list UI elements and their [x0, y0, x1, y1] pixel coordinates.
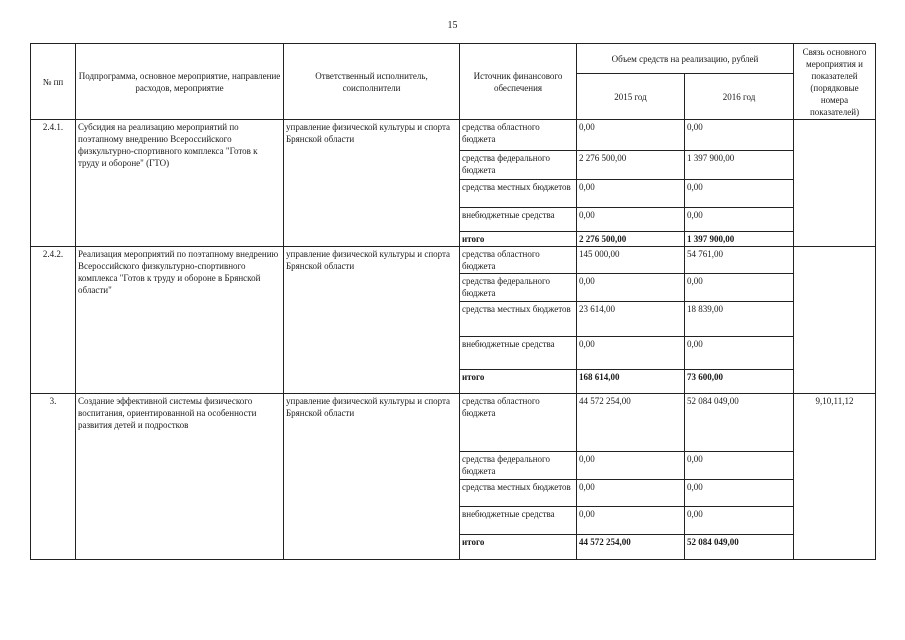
amount-2015: 23 614,00 — [577, 302, 685, 337]
program-name: Создание эффективной системы физического воспитания, ориентированной на особенности развития детей и подростков — [76, 394, 284, 560]
funding-source: средства местных бюджетов — [460, 480, 577, 507]
budget-table — [30, 43, 876, 560]
row-number: 2.4.2. — [31, 247, 76, 394]
amount-2015: 0,00 — [577, 120, 685, 151]
amount-2015: 0,00 — [577, 208, 685, 232]
indicator-link — [794, 120, 876, 247]
funding-source: средства федерального бюджета — [460, 274, 577, 302]
table-row — [31, 394, 876, 452]
funding-source: средства федерального бюджета — [460, 151, 577, 180]
amount-2015: 2 276 500,00 — [577, 151, 685, 180]
funding-source: внебюджетные средства — [460, 208, 577, 232]
amount-2015: 0,00 — [577, 480, 685, 507]
amount-2016: 52 084 049,00 — [685, 394, 794, 452]
amount-2015: 0,00 — [577, 337, 685, 370]
row-number: 3. — [31, 394, 76, 560]
total-label: итого — [460, 535, 577, 560]
header-source: Источник финансового обеспечения — [460, 44, 577, 120]
amount-2016: 0,00 — [685, 180, 794, 208]
amount-2015: 0,00 — [577, 507, 685, 535]
amount-2016: 1 397 900,00 — [685, 151, 794, 180]
table-row — [31, 120, 876, 151]
amount-2015: 0,00 — [577, 452, 685, 480]
amount-2016: 0,00 — [685, 507, 794, 535]
table-row — [31, 247, 876, 274]
amount-2015: 44 572 254,00 — [577, 394, 685, 452]
amount-2016: 0,00 — [685, 452, 794, 480]
total-2016: 73 600,00 — [685, 370, 794, 394]
amount-2016: 0,00 — [685, 208, 794, 232]
header-executor: Ответственный исполнитель, соисполнители — [284, 44, 460, 120]
indicator-link — [794, 247, 876, 394]
funding-source: средства областного бюджета — [460, 247, 577, 274]
header-link: Связь основного мероприятия и показателей (порядковые номера показателей) — [794, 44, 876, 120]
program-name: Субсидия на реализацию мероприятий по поэтапному внедрению Всероссийского физкультурно-спортивного комплекса "Готов к труду и обороне" (ГТО) — [76, 120, 284, 247]
executor-name: управление физической культуры и спорта Брянской области — [284, 247, 460, 394]
funding-source: средства областного бюджета — [460, 394, 577, 452]
amount-2016: 0,00 — [685, 120, 794, 151]
amount-2016: 54 761,00 — [685, 247, 794, 274]
amount-2015: 0,00 — [577, 274, 685, 302]
row-number: 2.4.1. — [31, 120, 76, 247]
amount-2016: 0,00 — [685, 480, 794, 507]
funding-source: средства областного бюджета — [460, 120, 577, 151]
header-year-2016: 2016 год — [685, 74, 794, 120]
total-label: итого — [460, 370, 577, 394]
amount-2015: 0,00 — [577, 180, 685, 208]
total-2015: 168 614,00 — [577, 370, 685, 394]
amount-2015: 145 000,00 — [577, 247, 685, 274]
total-label: итого — [460, 232, 577, 247]
amount-2016: 0,00 — [685, 274, 794, 302]
header-num: № пп — [31, 44, 76, 120]
indicator-link: 9,10,11,12 — [794, 394, 876, 560]
funding-source: средства местных бюджетов — [460, 302, 577, 337]
page-number: 15 — [447, 20, 458, 31]
funding-source: внебюджетные средства — [460, 507, 577, 535]
amount-2016: 18 839,00 — [685, 302, 794, 337]
funding-source: средства федерального бюджета — [460, 452, 577, 480]
total-2016: 1 397 900,00 — [685, 232, 794, 247]
program-name: Реализация мероприятий по поэтапному внедрению Всероссийского физкультурно-спортивного комплекса "Готов к труду и обороне в Брянской области" — [76, 247, 284, 394]
header-amount-group: Объем средств на реализацию, рублей — [577, 44, 794, 74]
funding-source: средства местных бюджетов — [460, 180, 577, 208]
executor-name: управление физической культуры и спорта Брянской области — [284, 394, 460, 560]
funding-source: внебюджетные средства — [460, 337, 577, 370]
total-2016: 52 084 049,00 — [685, 535, 794, 560]
total-2015: 2 276 500,00 — [577, 232, 685, 247]
header-program: Подпрограмма, основное мероприятие, направление расходов, мероприятие — [76, 44, 284, 120]
amount-2016: 0,00 — [685, 337, 794, 370]
executor-name: управление физической культуры и спорта Брянской области — [284, 120, 460, 247]
table-header — [31, 44, 876, 120]
header-year-2015: 2015 год — [577, 74, 685, 120]
total-2015: 44 572 254,00 — [577, 535, 685, 560]
